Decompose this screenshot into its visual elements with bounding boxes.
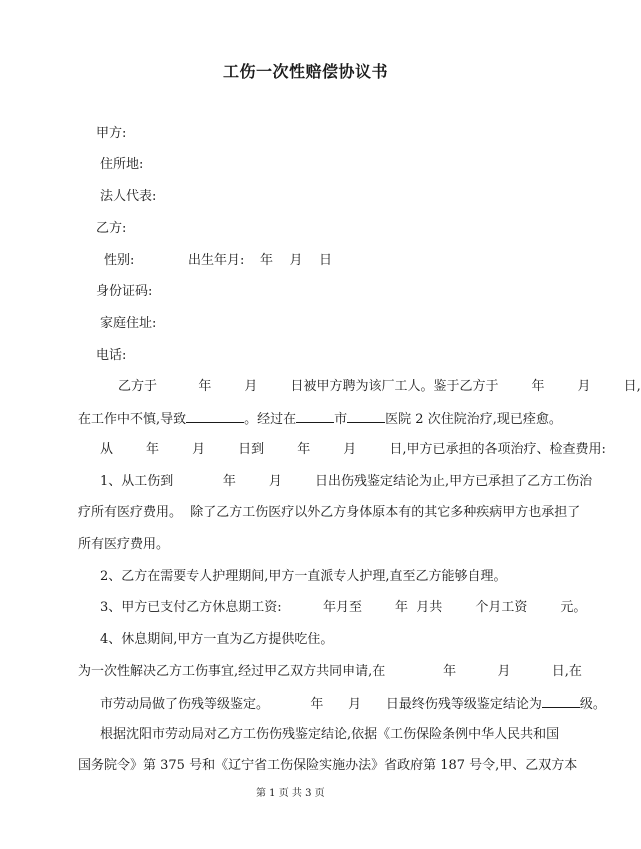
field-party-a: 甲方: (96, 126, 127, 141)
para2: 从 年 月 日到 年 月 日,甲方已承担的各项治疗、检查费用: (100, 442, 606, 457)
para4-line2: 国务院令》第 375 号和《辽宁省工伤保险实施办法》省政府第 187 号令,甲、乙双方本 (78, 758, 578, 773)
item2: 2、乙方在需要专人护理期间,甲方一直派专人护理,直至乙方能够自理。 (100, 569, 507, 584)
item4: 4、休息期间,甲方一直为乙方提供吃住。 (100, 632, 334, 647)
para3-line2 (100, 695, 606, 713)
field-party-b: 乙方: (96, 221, 127, 236)
para1-line2-b: 。经过在 (244, 412, 297, 427)
item1-line2: 疗所有医疗费用。 除了乙方工伤医疗以外乙方身体原本有的其它多种疾病甲方也承担了 (78, 505, 581, 520)
field-address: 住所地: (100, 157, 144, 172)
para1-line2 (78, 410, 562, 428)
field-legal-rep: 法人代表: (100, 189, 157, 204)
para3-line2-a: 市劳动局做了伤残等级鉴定。 年 月 日最终伤残等级鉴定结论为 (100, 697, 542, 712)
field-gender: 性别: (104, 253, 135, 268)
field-phone: 电话: (96, 348, 127, 363)
para4-line1: 根据沈阳市劳动局对乙方工伤伤残鉴定结论,依据《工伤保险条例中华人民共和国 (100, 727, 560, 742)
blank-city (296, 410, 334, 423)
field-birth-ymd: 年 月 日 (260, 253, 333, 268)
item3: 3、甲方已支付乙方休息期工资: 年月至 年 月共 个月工资 元。 (100, 600, 587, 615)
field-id-number: 身份证码: (96, 284, 153, 299)
para1-line2-c: 市 (334, 412, 348, 427)
blank-grade (542, 695, 580, 708)
field-home-address: 家庭住址: (100, 316, 157, 331)
para1-line1: 乙方于 年 月 日被甲方聘为该厂工人。鉴于乙方于 年 月 日, (118, 379, 641, 394)
para1-line2-a: 在工作中不慎,导致 (78, 412, 187, 427)
page-footer: 第 1 页 共 3 页 (256, 788, 325, 799)
blank-hospital (347, 410, 385, 423)
para3-line2-b: 级。 (579, 697, 606, 712)
field-birth-label: 出生年月: (188, 253, 245, 268)
document-title: 工伤一次性赔偿协议书 (223, 62, 389, 81)
item1-line3: 所有医疗费用。 (78, 537, 170, 552)
blank-injury (186, 410, 244, 423)
para3-line1: 为一次性解决乙方工伤事宜,经过甲乙双方共同申请,在 年 月 日,在 (78, 664, 582, 679)
item1-line1: 1、从工伤到 年 月 日出伤残鉴定结论为止,甲方已承担了乙方工伤治 (100, 474, 593, 489)
para1-line2-d: 医院 2 次住院治疗,现已痊愈。 (385, 412, 562, 427)
